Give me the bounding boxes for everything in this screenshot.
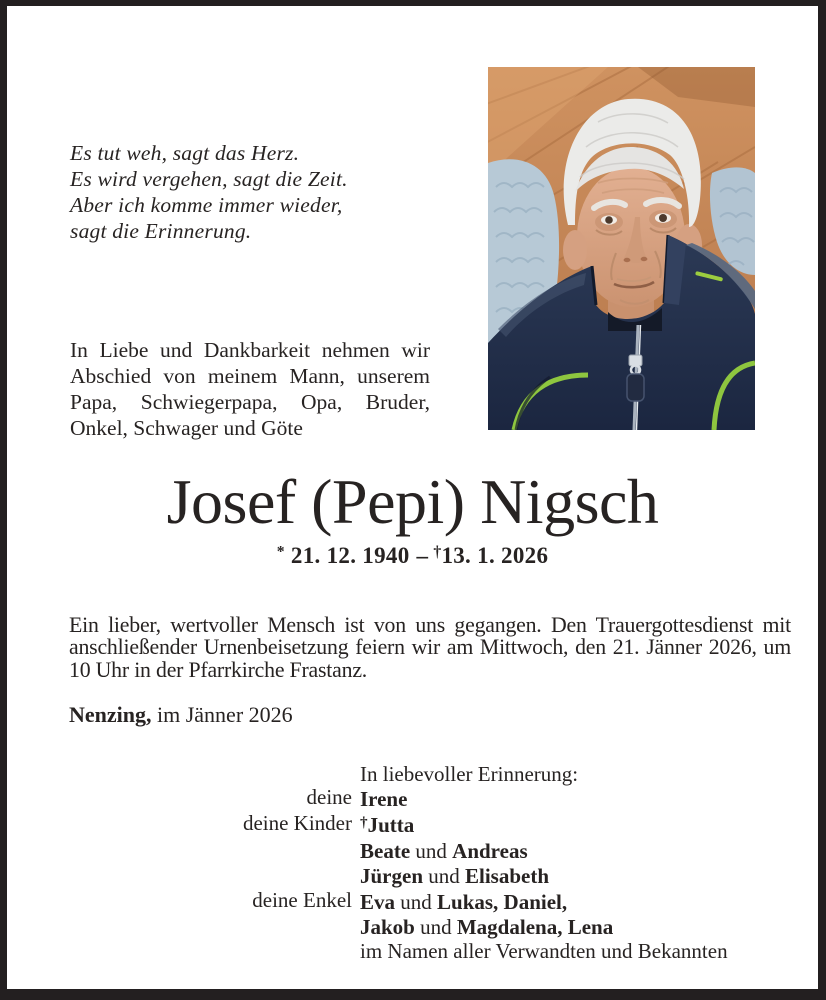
mourner-relation-label <box>7 914 352 940</box>
mourner-relation-label: deine Kinder <box>242 810 352 835</box>
poem-line: sagt die Erinnerung. <box>70 219 252 243</box>
mourners-list <box>7 763 791 963</box>
obituary-card <box>7 6 818 989</box>
place-name: Nenzing, <box>69 702 152 727</box>
dagger-symbol: † <box>360 814 368 831</box>
birth-date: 21. 12. 1940 <box>290 543 410 568</box>
poem-line: Aber ich komme immer wieder, <box>70 193 343 217</box>
conjunction: und <box>428 864 460 889</box>
conjunction: und <box>415 838 447 863</box>
place-date-line <box>69 702 293 728</box>
death-dagger-symbol: † <box>433 543 442 561</box>
mourner-names <box>360 812 791 838</box>
poem-line: Es tut weh, sagt das Herz. <box>70 141 300 165</box>
remembrance-heading: In liebevoller Erinnerung: <box>360 762 579 786</box>
funeral-announcement-text: Ein lieber, wertvoller Mensch ist von uns gegangen. Den Trauergottesdienst mit anschließender Urnenbeisetzung feiern wir am Mittwoch, den 21. Jänner 2026, um 10 Uhr in der Pfarrkirche Frastanz. <box>69 613 791 682</box>
mourner-relation-label <box>7 838 352 864</box>
mourner-name: Jürgen <box>360 864 423 889</box>
mourner-relation-label <box>7 863 352 889</box>
deceased-name: Josef (Pepi) Nigsch <box>166 466 659 537</box>
mourner-names <box>360 914 791 940</box>
mourner-relation-label: deine Enkel <box>252 887 352 912</box>
mourner-name: Jutta <box>367 813 415 838</box>
life-dates <box>7 544 818 567</box>
mourner-name: Irene <box>360 787 408 812</box>
place-date: im Jänner 2026 <box>157 702 293 727</box>
death-date: 13. 1. 2026 <box>441 543 549 568</box>
portrait-illustration <box>488 67 755 430</box>
conjunction: und <box>420 915 452 940</box>
memorial-poem <box>70 140 348 244</box>
mourner-names <box>360 838 791 864</box>
birth-star-symbol: * <box>276 543 285 561</box>
mourner-names <box>360 889 791 915</box>
remembrance-closing: im Namen aller Verwandten und Bekannten <box>360 938 728 963</box>
mourner-name: Magdalena, Lena <box>456 915 614 940</box>
mourner-name: Andreas <box>452 838 528 863</box>
mourner-name: Elisabeth <box>465 864 550 889</box>
deceased-portrait-photo <box>488 67 755 430</box>
farewell-intro-text: In Liebe und Dankbarkeit nehmen wir Abschied von meinem Mann, unserem Papa, Schwiegerpapa, Opa, Bruder, Onkel, Schwager und Göte <box>70 338 430 440</box>
mourner-name: Eva <box>360 889 396 914</box>
dates-dash: – <box>416 543 429 568</box>
mourner-relation-label: deine <box>306 785 352 810</box>
mourner-names <box>360 863 791 889</box>
mourner-names <box>360 786 791 812</box>
mourner-name: Jakob <box>360 915 415 940</box>
poem-line: Es wird vergehen, sagt die Zeit. <box>70 167 348 191</box>
conjunction: und <box>400 889 432 914</box>
mourner-name: Beate <box>360 838 411 863</box>
mourner-name: Lukas, Daniel, <box>437 889 568 914</box>
